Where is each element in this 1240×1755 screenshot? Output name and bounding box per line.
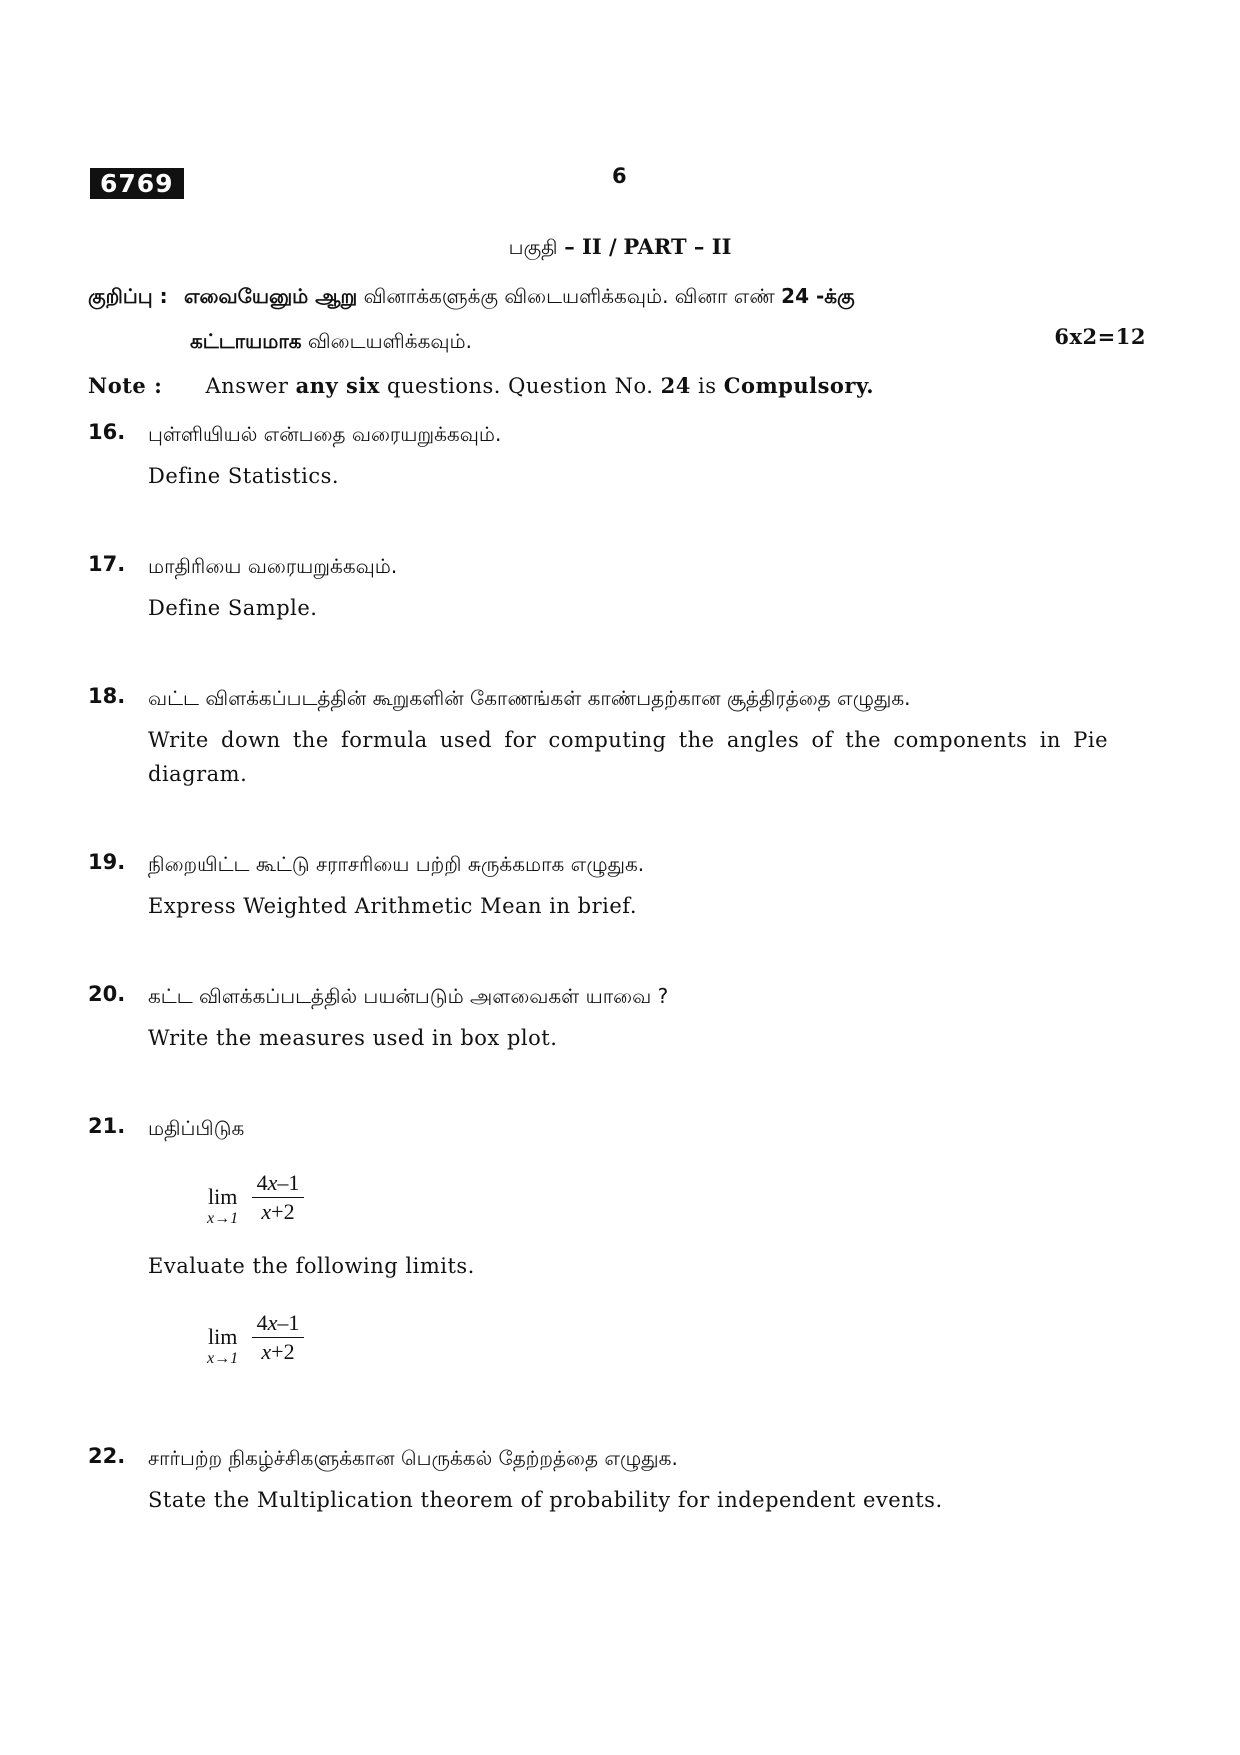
limit-subscript	[207, 1210, 238, 1228]
question-number: 22.	[88, 1444, 126, 1468]
english-note-b1: any six	[295, 373, 380, 398]
question-number: 18.	[88, 684, 126, 708]
limit-den-var: x	[261, 1199, 272, 1224]
question-text-english: Define Statistics.	[148, 464, 340, 488]
tamil-note-text2: விடையளிக்கவும்.	[307, 329, 472, 353]
limit-lim: lim	[208, 1184, 238, 1209]
question-text-tamil: கட்ட விளக்கப்படத்தில் பயன்படும் அளவைகள் யாவை ?	[148, 984, 669, 1008]
limit-num-coef: 4	[256, 1310, 268, 1335]
question-text-english: Write the measures used in box plot.	[148, 1026, 558, 1050]
tamil-note-line-1	[88, 284, 855, 311]
limit-lim: lim	[208, 1324, 238, 1349]
limit-sub-variable: x	[207, 1350, 215, 1367]
limit-denominator	[252, 1198, 304, 1226]
limit-den-var: x	[261, 1339, 272, 1364]
limit-subscript	[207, 1350, 238, 1368]
limit-num-coef: 4	[256, 1170, 268, 1195]
question-text-english: Express Weighted Arithmetic Mean in brief.	[148, 894, 637, 918]
marks-allocation: 6x2=12	[1054, 324, 1146, 349]
question-text-english: Evaluate the following limits.	[148, 1254, 475, 1278]
question-number: 19.	[88, 850, 126, 874]
limit-fraction	[252, 1310, 304, 1366]
tamil-note-text1: வினாக்களுக்கு விடையளிக்கவும். வினா எண்	[363, 284, 775, 308]
english-note	[88, 373, 874, 398]
tamil-note-bold3: கட்டாயமாக	[190, 329, 302, 353]
tamil-note-line-2	[190, 329, 472, 356]
limit-sub-arrow: →1	[214, 1210, 239, 1227]
question-text-tamil: சார்பற்ற நிகழ்ச்சிகளுக்கான பெருக்கல் தேற்றத்தை எழுதுக.	[148, 1446, 678, 1470]
tamil-note-bold1: எவையேனும் ஆறு	[183, 284, 358, 308]
limit-denominator	[252, 1338, 304, 1366]
limit-den-rest: +2	[271, 1199, 295, 1224]
limit-sub-variable: x	[207, 1210, 215, 1227]
limit-sub-arrow: →1	[214, 1350, 239, 1367]
limit-numerator	[252, 1170, 304, 1198]
question-text-english: Write down the formula used for computing the angles of the components in Pie	[148, 728, 1108, 752]
tamil-note-bold2: 24 -க்கு	[781, 284, 855, 308]
limit-num-rest: –1	[277, 1310, 300, 1335]
limit-fraction	[252, 1170, 304, 1226]
english-note-label: Note :	[88, 373, 163, 398]
tamil-note-label: குறிப்பு :	[88, 284, 168, 308]
limit-num-var: x	[267, 1170, 278, 1195]
english-note-t1: Answer	[205, 374, 289, 398]
question-number: 17.	[88, 552, 126, 576]
question-text-tamil: புள்ளியியல் என்பதை வரையறுக்கவும்.	[148, 422, 502, 446]
question-text-tamil: மாதிரியை வரையறுக்கவும்.	[148, 554, 398, 578]
question-text-tamil: வட்ட விளக்கப்படத்தின் கூறுகளின் கோணங்கள் காண்பதற்கான சூத்திரத்தை எழுதுக.	[148, 686, 911, 710]
question-text-english: Define Sample.	[148, 596, 318, 620]
english-note-t3: is	[698, 374, 717, 398]
part-title	[0, 234, 1240, 262]
limit-num-var: x	[267, 1310, 278, 1335]
part-title-english: PART – II	[623, 234, 732, 259]
english-note-t2: questions. Question No.	[387, 374, 654, 398]
question-text-english-continued: diagram.	[148, 762, 248, 786]
question-text-tamil: நிறையிட்ட கூட்டு சராசரியை பற்றி சுருக்கமாக எழுதுக.	[148, 852, 645, 876]
question-number: 16.	[88, 420, 126, 444]
limit-numerator	[252, 1310, 304, 1338]
english-note-b2: 24	[660, 373, 691, 398]
limit-num-rest: –1	[277, 1170, 300, 1195]
page-number: 6	[612, 164, 627, 188]
question-number: 20.	[88, 982, 126, 1006]
question-number: 21.	[88, 1114, 126, 1138]
question-text-tamil: மதிப்பிடுக	[148, 1116, 245, 1140]
limit-den-rest: +2	[271, 1339, 295, 1364]
part-title-tamil: பகுதி	[508, 235, 558, 259]
question-text-english: State the Multiplication theorem of probability for independent events.	[148, 1488, 943, 1512]
english-note-b3: Compulsory.	[723, 373, 875, 398]
part-title-separator: – II /	[564, 234, 617, 259]
paper-code-badge: 6769	[90, 168, 184, 199]
